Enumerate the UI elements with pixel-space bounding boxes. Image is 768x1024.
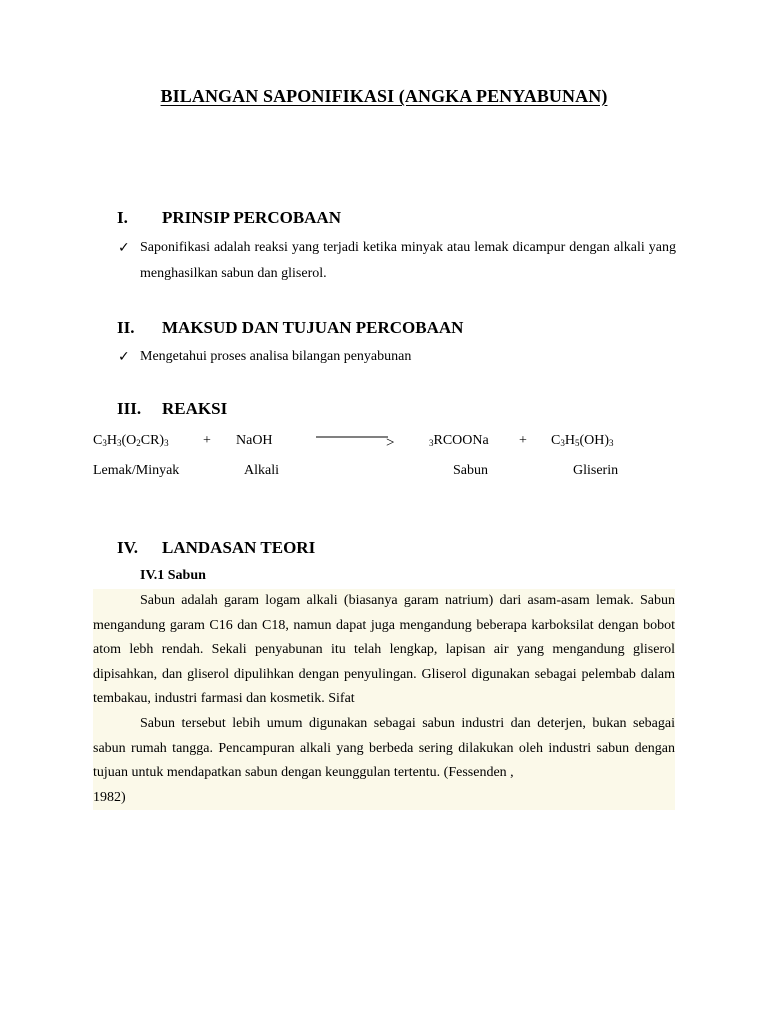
section-number: II. (117, 318, 135, 337)
paragraph: Sabun adalah garam logam alkali (biasanya garam natrium) dari asam-asam lemak. Sabun mengandung garam C16 dan C18, namun dapat juga mengandung beberapa karboksilat dengan bobot atom lebh rendah. Sekali penyabunan itu telah lengkap, lapisan air yang mengandung gliserol dipisahkan, dan gliserol dipulihkan dengan penyulingan. Gliserol digunakan sebagai pelembab dalam tembakau, industri farmasi dan kosmetik. Sifat (93, 593, 675, 707)
section-heading-maksud (117, 318, 463, 338)
section-label: MAKSUD DAN TUJUAN PERCOBAAN (162, 318, 464, 337)
product-glycerol: $C_3H_5(OH)_3$ (551, 433, 614, 448)
checkmark-icon: ✓ (118, 240, 130, 256)
section-heading-prinsip (117, 208, 341, 228)
body-text (93, 589, 675, 810)
bullet-item-maksud (118, 344, 676, 370)
paragraph: Sabun tersebut lebih umum digunakan sebagai sabun industri dan deterjen, bukan sebagai sabun rumah tangga. Pencampuran alkali yang berbeda sering dilakukan oleh industri sabun dengan tujuan untuk mendapatkan sabun dengan keunggulan tertentu. (Fessenden , (93, 715, 675, 781)
plus-sign: + (519, 433, 527, 448)
arrow-head: > (386, 435, 395, 448)
reactant-naoh: NaOH (236, 433, 273, 448)
section-heading-landasan (117, 538, 315, 558)
label-gliserin: Gliserin (573, 463, 619, 478)
section-number: III. (117, 399, 142, 418)
subsection-heading: IV.1 Sabun (140, 568, 206, 583)
checkmark-icon: ✓ (118, 349, 130, 365)
bullet-text: Mengetahui proses analisa bilangan penyabunan (140, 349, 412, 364)
section-label: LANDASAN TEORI (162, 538, 316, 557)
bullet-text: Saponifikasi adalah reaksi yang terjadi ketika minyak atau lemak dicampur dengan alkali yang menghasilkan sabun dan gliserol. (140, 240, 676, 281)
section-label: REAKSI (162, 399, 228, 418)
label-lemak-minyak: Lemak/Minyak (93, 463, 180, 478)
plus-sign: + (203, 433, 211, 448)
product-rcoona: $_3$RCOONa (429, 433, 489, 448)
section-number: IV. (117, 538, 138, 557)
section-label: PRINSIP PERCOBAAN (162, 208, 341, 227)
label-alkali: Alkali (244, 463, 279, 478)
section-number: I. (117, 208, 128, 227)
reaction-arrow-icon (316, 434, 400, 448)
label-sabun: Sabun (453, 463, 488, 478)
reactant-triglyceride: $C_3H_3(O_2CR)_3$ (93, 433, 169, 448)
citation-year: 1982) (93, 789, 126, 805)
bullet-item-prinsip (118, 235, 676, 287)
section-heading-reaksi (117, 399, 227, 419)
document-title: BILANGAN SAPONIFIKASI (ANGKA PENYABUNAN) (160, 86, 608, 106)
